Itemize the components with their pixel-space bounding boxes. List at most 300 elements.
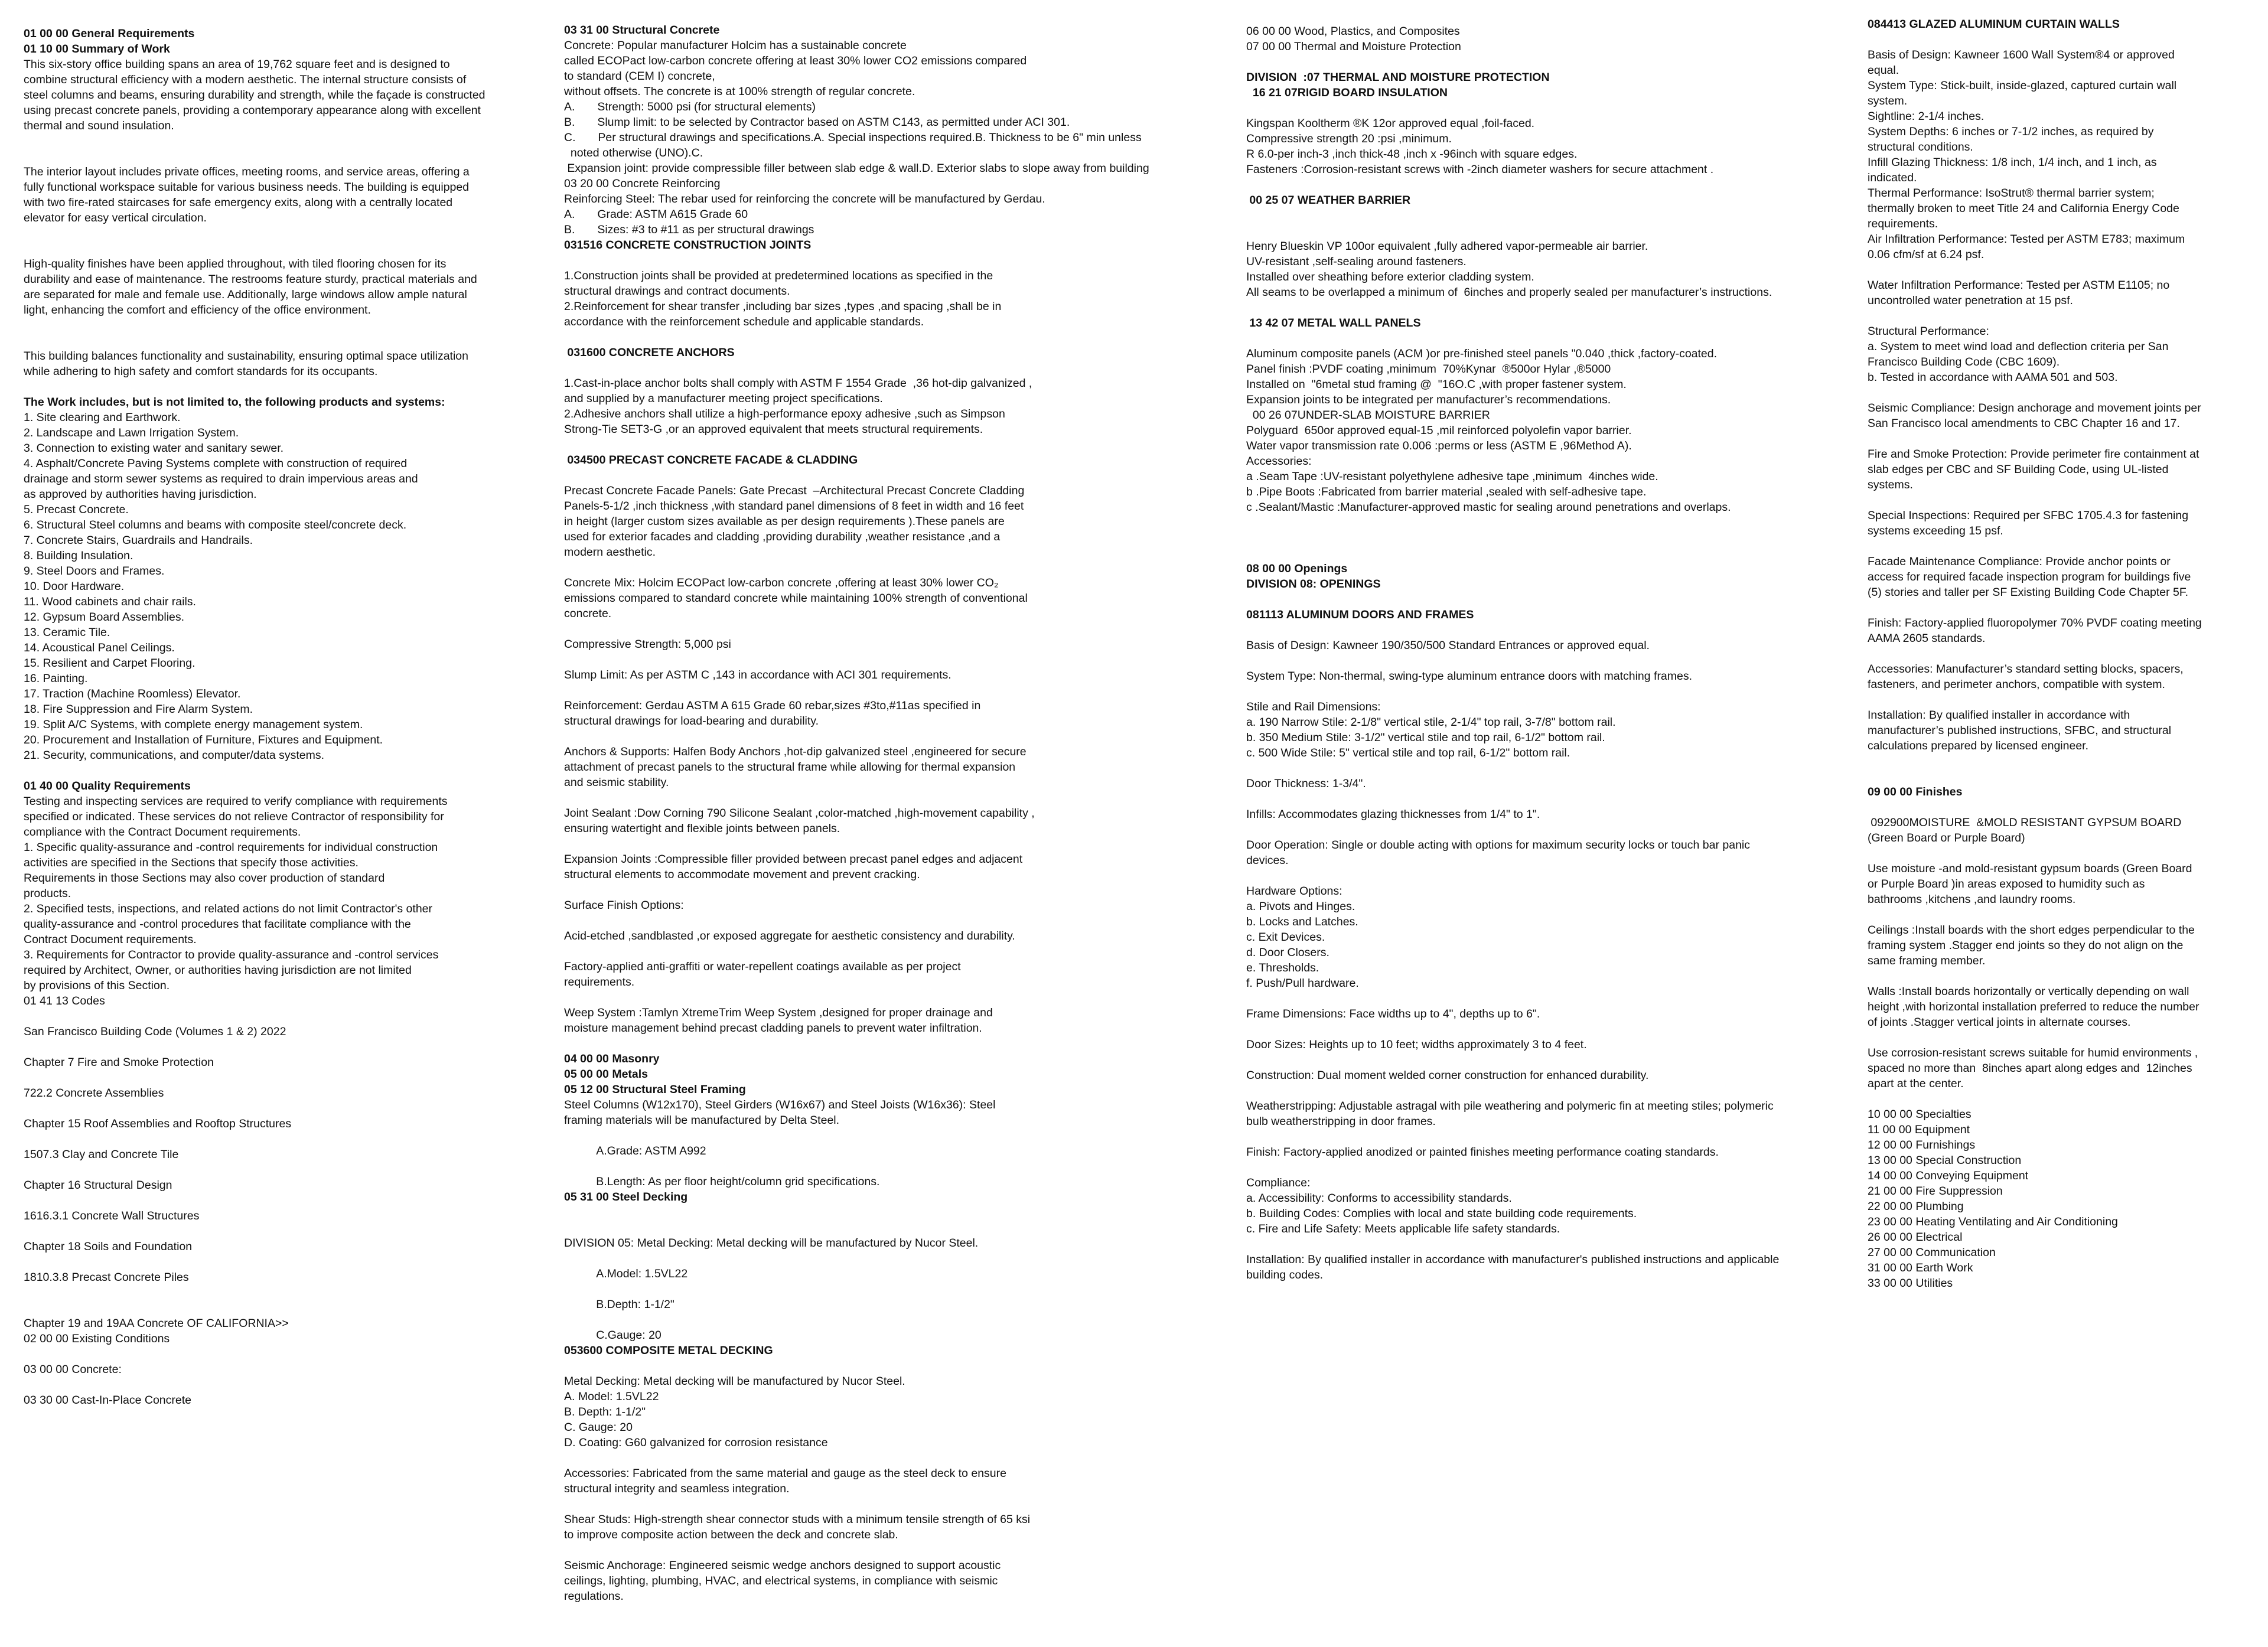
text-line: System Type: Non-thermal, swing-type aluminum entrance doors with matching frames. [1246, 670, 1693, 683]
text-line: DIVISION 05: Metal Decking: Metal decking will be manufactured by Nucor Steel. [564, 1237, 979, 1250]
text-line [1868, 493, 2251, 508]
text-line [24, 1224, 555, 1239]
text-line [564, 468, 1243, 483]
text-line: Steel Columns (W12x170), Steel Girders (W16x67) and Steel Joists (W16x36): Steel [564, 1098, 996, 1111]
text-line [564, 1036, 1243, 1051]
text-line [1246, 592, 1866, 607]
text-line: 7. Concrete Stairs, Guardrails and Handrails. [24, 534, 253, 547]
text-line: attachment of precast panels to the structural frame while allowing for thermal expansion [564, 761, 1016, 774]
text-line: c. Fire and Life Safety: Meets applicable life safety standards. [1246, 1222, 1560, 1235]
text-line [564, 683, 1243, 698]
text-line: required by Architect, Owner, or authorities having jurisdiction are not limited [24, 964, 412, 977]
text-line: apart at the center. [1868, 1077, 1964, 1090]
text-line: with two fire-rated staircases for safe emergency exits, along with a centrally located [24, 196, 453, 209]
section-heading: 05 12 00 Structural Steel Framing [564, 1083, 746, 1096]
text-line [564, 1542, 1243, 1558]
text-line: light, enhancing the comfort and efficiency of the office environment. [24, 304, 371, 317]
text-line: 11. Wood cabinets and chair rails. [24, 595, 196, 608]
text-line: Fire and Smoke Protection: Provide perimeter fire containment at [1868, 448, 2199, 461]
text-line: D. Coating: G60 galvanized for corrosion resistance [564, 1436, 828, 1449]
text-line [24, 1193, 555, 1208]
text-line: bulb weatherstripping in door frames. [1246, 1115, 1436, 1128]
text-line [1868, 1030, 2251, 1045]
text-line [564, 1251, 1243, 1266]
section-heading: 01 40 00 Quality Requirements [24, 780, 191, 792]
text-line [564, 1312, 1243, 1328]
text-line: products. [24, 887, 71, 900]
text-line: AAMA 2605 standards. [1868, 632, 1986, 645]
text-line: regulations. [564, 1590, 624, 1603]
text-line: R 6.0-per inch-3 ,inch thick-48 ,inch x -96inch with square edges. [1246, 148, 1578, 161]
text-line: access for required facade inspection program for buildings five [1868, 570, 2191, 583]
text-line [564, 1205, 1243, 1220]
text-line: b .Pipe Boots :Fabricated from barrier material ,sealed with self-adhesive tape. [1246, 485, 1647, 498]
text-line [1868, 600, 2251, 615]
text-line: concrete. [564, 607, 612, 620]
text-line [24, 763, 555, 778]
text-line: Special Inspections: Required per SFBC 1705.4.3 for fastening [1868, 509, 2189, 522]
text-line: Construction: Dual moment welded corner construction for enhanced durability. [1246, 1069, 1649, 1082]
text-line: Finish: Factory-applied fluoropolymer 70% PVDF coating meeting [1868, 617, 2202, 630]
text-line: 1.Construction joints shall be provided at predetermined locations as specified in the [564, 269, 993, 282]
text-line: Testing and inspecting services are required to verify compliance with requirements [24, 795, 448, 808]
text-line [1246, 515, 1866, 530]
text-line: Panel finish :PVDF coating ,minimum 70%Kynar ®500or Hylar ,®5000 [1246, 363, 1611, 376]
text-line: requirements. [1868, 217, 1938, 230]
text-line: e. Thresholds. [1246, 961, 1319, 974]
section-heading: 031516 CONCRETE CONSTRUCTION JOINTS [564, 239, 812, 252]
text-line: structural drawings for load-bearing and durability. [564, 715, 819, 728]
text-line: specified or indicated. These services do not relieve Contractor of responsibility for [24, 810, 444, 823]
text-line: 11 00 00 Equipment [1868, 1123, 1970, 1136]
text-line: Thermal Performance: IsoStrut® thermal barrier system; [1868, 187, 2155, 200]
text-line: Chapter 16 Structural Design [24, 1179, 172, 1192]
text-line: c .Sealant/Mastic :Manufacturer-approved mastic for sealing around penetrations and overlaps. [1246, 501, 1731, 514]
text-line [24, 1070, 555, 1085]
text-line: equal. [1868, 64, 1899, 77]
text-line: UV-resistant ,self-sealing around fasteners. [1246, 255, 1467, 268]
text-line: 2.Adhesive anchors shall utilize a high-performance epoxy adhesive ,such as Simpson [564, 407, 1005, 420]
text-line: while adhering to high safety and comfort standards for its occupants. [24, 365, 378, 378]
text-line: a. Accessibility: Conforms to accessibility standards. [1246, 1192, 1512, 1205]
text-line [564, 437, 1243, 452]
text-line [1246, 546, 1866, 561]
spec-column-3 [1246, 24, 1866, 1647]
text-line [1868, 539, 2251, 554]
text-line: 13 00 00 Special Construction [1868, 1154, 2022, 1167]
section-heading: 03 31 00 Structural Concrete [564, 24, 720, 37]
text-line [1246, 868, 1866, 883]
text-line: Stile and Rail Dimensions: [1246, 700, 1381, 713]
text-line: Fasteners :Corrosion-resistant screws with -2inch diameter washers for secure attachment . [1246, 163, 1714, 176]
text-line: 03 30 00 Cast-In-Place Concrete [24, 1394, 191, 1407]
text-line: fasteners, and perimeter anchors, compatible with system. [1868, 678, 2165, 691]
text-line: elevator for easy vertical circulation. [24, 211, 207, 224]
text-line: C.Gauge: 20 [564, 1329, 662, 1342]
text-line: The interior layout includes private offices, meeting rooms, and service areas, offering a [24, 165, 470, 178]
text-line: 12. Gypsum Board Assemblies. [24, 611, 185, 624]
text-line [564, 913, 1243, 928]
text-line: quality-assurance and -control procedures that facilitate compliance with the [24, 918, 411, 931]
text-line: and supplied by a manufacturer meeting project specifications. [564, 392, 883, 405]
text-line: A. Grade: ASTM A615 Grade 60 [564, 208, 748, 221]
section-heading: 034500 PRECAST CONCRETE FACADE & CLADDING [564, 454, 858, 467]
text-line [1246, 622, 1866, 638]
text-line: fully functional workspace suitable for various business needs. The building is equipped [24, 181, 470, 194]
text-line: System Type: Stick-built, inside-glazed, captured curtain wall [1868, 79, 2177, 92]
text-line: Shear Studs: High-strength shear connector studs with a minimum tensile strength of 65 ksi [564, 1513, 1031, 1526]
text-line [24, 1039, 555, 1055]
section-heading: 053600 COMPOSITE METAL DECKING [564, 1344, 773, 1357]
text-line: Door Thickness: 1-3/4". [1246, 777, 1366, 790]
text-line: noted otherwise (UNO).C. [564, 146, 703, 159]
text-line: Sightline: 2-1/4 inches. [1868, 110, 1984, 123]
text-line: building codes. [1246, 1268, 1324, 1281]
text-line: 19. Split A/C Systems, with complete energy management system. [24, 718, 363, 731]
text-line: Henry Blueskin VP 100or equivalent ,fully adhered vapor-permeable air barrier. [1246, 240, 1648, 253]
text-line: Seismic Compliance: Design anchorage and movement joints per [1868, 402, 2201, 415]
text-line: Hardware Options: [1246, 885, 1342, 898]
text-line: a. 190 Narrow Stile: 2-1/8" vertical stile, 2-1/4" top rail, 3-7/8" bottom rail. [1246, 716, 1616, 729]
section-heading: DIVISION 08: OPENINGS [1246, 578, 1381, 591]
text-line: d. Door Closers. [1246, 946, 1329, 959]
text-line: 12 00 00 Furnishings [1868, 1139, 1976, 1152]
text-line: 23 00 00 Heating Ventilating and Air Conditioning [1868, 1215, 2118, 1228]
section-heading: 05 31 00 Steel Decking [564, 1191, 688, 1204]
text-line: 21. Security, communications, and computer/data systems. [24, 749, 325, 762]
text-line: 03 00 00 Concrete: [24, 1363, 122, 1376]
text-line: 26 00 00 Electrical [1868, 1231, 1963, 1244]
text-line: Compressive Strength: 5,000 psi [564, 638, 731, 651]
text-line [1868, 968, 2251, 984]
text-line [1246, 761, 1866, 776]
text-line: 1. Specific quality-assurance and -control requirements for individual construction [24, 841, 438, 854]
text-line [1868, 308, 2251, 324]
text-line: Finish: Factory-applied anodized or painted finishes meeting performance coating standards. [1246, 1146, 1719, 1159]
text-line: Water vapor transmission rate 0.006 :perms or less (ASTM E ,96Method A). [1246, 439, 1632, 452]
text-line [564, 360, 1243, 376]
text-line: Chapter 18 Soils and Foundation [24, 1240, 193, 1253]
text-line: 092900MOISTURE &MOLD RESISTANT GYPSUM BOARD [1868, 816, 2182, 829]
text-line: of joints .Stagger vertical joints in alternate courses. [1868, 1016, 2131, 1029]
text-line [1868, 646, 2251, 661]
text-line [1246, 300, 1866, 315]
text-line: Infill Glazing Thickness: 1/8 inch, 1/4 inch, and 1 inch, as [1868, 156, 2157, 169]
text-line: High-quality finishes have been applied throughout, with tiled flooring chosen for its [24, 257, 447, 270]
text-line [1246, 1160, 1866, 1175]
text-line: Joint Sealant :Dow Corning 790 Silicone Sealant ,color-matched ,high-movement capability , [564, 807, 1035, 820]
text-line [1246, 223, 1866, 239]
spec-column-4 [1868, 17, 2251, 1647]
text-line: thermally broken to meet Title 24 and California Energy Code [1868, 202, 2179, 215]
text-line: 2.Reinforcement for shear transfer ,including bar sizes ,types ,and spacing ,shall be in [564, 300, 1002, 313]
text-line: Accessories: [1246, 455, 1312, 468]
text-line: Surface Finish Options: [564, 899, 684, 912]
text-line: Aluminum composite panels (ACM )or pre-finished steel panels "0.040 ,thick ,factory-coated. [1246, 347, 1718, 360]
text-line [1246, 1083, 1866, 1098]
text-line [1246, 208, 1866, 223]
text-line: b. Locks and Latches. [1246, 915, 1358, 928]
text-line: C. Gauge: 20 [564, 1421, 633, 1434]
text-line: systems exceeding 15 psf. [1868, 524, 2003, 537]
text-line: A.Grade: ASTM A992 [564, 1144, 706, 1157]
text-line: Expansion joints to be integrated per manufacturer’s recommendations. [1246, 393, 1611, 406]
text-line: 1810.3.8 Precast Concrete Piles [24, 1271, 189, 1284]
text-line: 10. Door Hardware. [24, 580, 125, 593]
text-line: indicated. [1868, 171, 1917, 184]
text-line [24, 1300, 555, 1316]
section-heading: 031600 CONCRETE ANCHORS [564, 346, 735, 359]
text-line: Facade Maintenance Compliance: Provide anchor points or [1868, 555, 2171, 568]
text-line: Chapter 15 Roof Assemblies and Rooftop Structures [24, 1117, 292, 1130]
text-line: structural integrity and seamless integration. [564, 1482, 790, 1495]
text-line: b. 350 Medium Stile: 3-1/2" vertical stile and top rail, 6-1/2" bottom rail. [1246, 731, 1605, 744]
text-line: Concrete: Popular manufacturer Holcim has a sustainable concrete [564, 39, 907, 52]
text-line: Kingspan Kooltherm ®K 12or approved equal ,foil-faced. [1246, 117, 1535, 130]
text-line [24, 1101, 555, 1116]
text-line: compliance with the Contract Document requirements. [24, 826, 301, 839]
text-line: Requirements in those Sections may also cover production of standard [24, 872, 385, 885]
text-line [1246, 1022, 1866, 1037]
text-line: Strong-Tie SET3-G ,or an approved equivalent that meets structural requirements. [564, 423, 983, 436]
section-heading: 16 21 07RIGID BOARD INSULATION [1246, 86, 1448, 99]
text-line: B. Sizes: #3 to #11 as per structural drawings [564, 223, 814, 236]
text-line [564, 990, 1243, 1005]
text-line [564, 1128, 1243, 1143]
text-line: A. Model: 1.5VL22 [564, 1390, 659, 1403]
text-line [1246, 684, 1866, 699]
text-line [24, 241, 555, 256]
text-line [1868, 385, 2251, 400]
text-line: Basis of Design: Kawneer 190/350/500 Standard Entrances or approved equal. [1246, 639, 1650, 652]
text-line: framing system .Stagger end joints so they do not align on the [1868, 939, 2184, 952]
text-line: Slump Limit: As per ASTM C ,143 in accordance with ACI 301 requirements. [564, 668, 951, 681]
text-line: requirements. [564, 976, 635, 989]
text-line: Air Infiltration Performance: Tested per ASTM E783; maximum [1868, 233, 2185, 246]
text-line [1868, 846, 2251, 861]
text-line: Chapter 19 and 19AA Concrete OF CALIFORNIA>> [24, 1317, 289, 1330]
text-line [24, 226, 555, 241]
text-line [564, 1159, 1243, 1174]
text-line: B. Slump limit: to be selected by Contractor based on ASTM C143, as permitted under ACI 301. [564, 116, 1070, 129]
text-line: steel columns and beams, ensuring durability and strength, while the façade is constructed [24, 89, 485, 102]
text-line: thermal and sound insulation. [24, 119, 174, 132]
text-line: accordance with the reinforcement schedule and applicable standards. [564, 315, 924, 328]
text-line: Walls :Install boards horizontally or vertically depending on wall [1868, 985, 2189, 998]
text-line: Frame Dimensions: Face widths up to 4", depths up to 6". [1246, 1007, 1540, 1020]
text-line [1246, 653, 1866, 668]
text-line [24, 379, 555, 394]
text-line: 8. Building Insulation. [24, 549, 133, 562]
text-line [1868, 800, 2251, 815]
text-line: 722.2 Concrete Assemblies [24, 1087, 164, 1100]
text-line [24, 1346, 555, 1362]
text-line: This building balances functionality and sustainability, ensuring optimal space utilization [24, 350, 468, 363]
section-heading: 00 25 07 WEATHER BARRIER [1246, 194, 1411, 207]
text-line [564, 944, 1243, 959]
section-heading: 084413 GLAZED ALUMINUM CURTAIN WALLS [1868, 18, 2120, 31]
text-line [564, 253, 1243, 268]
text-line: B.Depth: 1-1/2" [564, 1298, 674, 1311]
text-line: 1507.3 Clay and Concrete Tile [24, 1148, 179, 1161]
text-line: devices. [1246, 854, 1289, 867]
text-line: Francisco Building Code (CBC 1609). [1868, 356, 2060, 368]
section-heading: 081113 ALUMINUM DOORS AND FRAMES [1246, 608, 1474, 621]
text-line: modern aesthetic. [564, 546, 656, 559]
section-heading: 08 00 00 Openings [1246, 562, 1348, 575]
text-line: combine structural efficiency with a modern aesthetic. The internal structure consists of [24, 73, 467, 86]
text-line: Accessories: Fabricated from the same material and gauge as the steel deck to ensure [564, 1467, 1006, 1480]
text-line: Seismic Anchorage: Engineered seismic wedge anchors designed to support acoustic [564, 1559, 1001, 1572]
text-line: using precast concrete panels, providing a contemporary appearance along with excellent [24, 104, 481, 117]
text-line: San Francisco local amendments to CBC Chapter 16 and 17. [1868, 417, 2180, 430]
text-line [1868, 692, 2251, 707]
text-line [24, 133, 555, 149]
text-line [24, 333, 555, 348]
text-line: 17. Traction (Machine Roomless) Elevator. [24, 687, 241, 700]
text-line [564, 1281, 1243, 1297]
text-line [1868, 754, 2251, 769]
text-line [1868, 907, 2251, 922]
text-line [564, 330, 1243, 345]
text-line [1246, 100, 1866, 116]
text-line: Compliance: [1246, 1176, 1311, 1189]
text-line: 14 00 00 Conveying Equipment [1868, 1169, 2029, 1182]
text-line: system. [1868, 94, 1908, 107]
text-line [24, 1377, 555, 1392]
text-line: spaced no more than 8inches apart along edges and 12inches [1868, 1062, 2192, 1075]
text-line: 3. Connection to existing water and sanitary sewer. [24, 442, 284, 455]
text-line [1246, 1237, 1866, 1252]
section-heading: 09 00 00 Finishes [1868, 785, 1963, 798]
text-line [564, 836, 1243, 852]
text-line: c. 500 Wide Stile: 5" vertical stile and top rail, 6-1/2" bottom rail. [1246, 746, 1570, 759]
text-line: Structural Performance: [1868, 325, 1989, 338]
section-heading: 04 00 00 Masonry [564, 1052, 660, 1065]
section-heading: DIVISION :07 THERMAL AND MOISTURE PROTECTION [1246, 71, 1550, 84]
text-line: All seams to be overlapped a minimum of 6inches and properly sealed per manufacturer’s instructions. [1246, 286, 1772, 299]
text-line: (5) stories and taller per SF Existing Building Code Chapter 5F. [1868, 586, 2189, 599]
text-line: used for exterior facades and cladding ,providing durability ,weather resistance ,and a [564, 530, 1001, 543]
text-line: Installation: By qualified installer in accordance with [1868, 709, 2130, 722]
text-line: B.Length: As per floor height/column grid specifications. [564, 1175, 880, 1188]
text-line [1246, 791, 1866, 807]
text-line: slab edges per CBC and SF Building Code, using UL-listed [1868, 463, 2169, 476]
text-line: called ECOPact low-carbon concrete offering at least 30% lower CO2 emissions compared [564, 54, 1027, 67]
text-line [1246, 530, 1866, 546]
text-line [1868, 1091, 2251, 1107]
text-line: 02 00 00 Existing Conditions [24, 1332, 170, 1345]
text-line: 10 00 00 Specialties [1868, 1108, 1972, 1121]
text-line [1246, 177, 1866, 193]
text-line [564, 1220, 1243, 1235]
text-line [1868, 32, 2251, 47]
text-line: f. Push/Pull hardware. [1246, 977, 1359, 990]
text-line: c. Exit Devices. [1246, 931, 1325, 944]
text-line: 03 20 00 Concrete Reinforcing [564, 177, 721, 190]
section-heading: The Work includes, but is not limited to, the following products and systems: [24, 396, 445, 409]
text-line: Door Sizes: Heights up to 10 feet; widths approximately 3 to 4 feet. [1246, 1038, 1587, 1051]
text-line: a. System to meet wind load and deflection criteria per San [1868, 340, 2169, 353]
text-line: same framing member. [1868, 954, 1986, 967]
text-line: Installed on "6metal stud framing @ "16O.C ,with proper fastener system. [1246, 378, 1627, 391]
text-line: moisture management behind precast cladding panels to prevent water infiltration. [564, 1022, 982, 1035]
text-line: Installation: By qualified installer in accordance with manufacturer's published instructions and applicable [1246, 1253, 1780, 1266]
text-line [24, 149, 555, 164]
text-line: (Green Board or Purple Board) [1868, 831, 2025, 844]
text-line: Metal Decking: Metal decking will be manufactured by Nucor Steel. [564, 1375, 905, 1388]
text-line [1868, 262, 2251, 278]
text-line: Anchors & Supports: Halfen Body Anchors ,hot-dip galvanized steel ,engineered for secure [564, 745, 1027, 758]
section-heading: 05 00 00 Metals [564, 1068, 649, 1081]
text-line: framing materials will be manufactured by Delta Steel. [564, 1114, 840, 1127]
text-line: activities are specified in the Sections that specify those activities. [24, 856, 359, 869]
text-line: without offsets. The concrete is at 100% strength of regular concrete. [564, 85, 915, 98]
text-line [1246, 822, 1866, 837]
text-line [1246, 991, 1866, 1006]
text-line: are separated for male and female use. Additionally, large windows allow ample natural [24, 288, 467, 301]
text-line [564, 790, 1243, 805]
text-line: Weatherstripping: Adjustable astragal with pile weathering and polymeric fin at meeting stiles; polymeric [1246, 1100, 1774, 1113]
text-line: 1. Site clearing and Earthwork. [24, 411, 181, 424]
text-line [564, 1496, 1243, 1512]
text-line: 33 00 00 Utilities [1868, 1277, 1953, 1290]
text-line: in height (larger custom sizes available as per design requirements ).These panels are [564, 515, 1005, 528]
text-line: ensuring watertight and flexible joints between panels. [564, 822, 840, 835]
text-line: Factory-applied anti-graffiti or water-repellent coatings available as per project [564, 960, 961, 973]
text-line: Reinforcement: Gerdau ASTM A 615 Grade 60 rebar,sizes #3to,#11as specified in [564, 699, 981, 712]
text-line: a .Seam Tape :UV-resistant polyethylene adhesive tape ,minimum 4inches wide. [1246, 470, 1658, 483]
text-line: or Purple Board )in areas exposed to humidity such as [1868, 878, 2145, 891]
text-line: structural elements to accommodate movement and prevent cracking. [564, 868, 920, 881]
text-line: uncontrolled water penetration at 15 psf. [1868, 294, 2073, 307]
text-line [24, 1254, 555, 1270]
text-line [24, 318, 555, 333]
text-line: System Depths: 6 inches or 7-1/2 inches, as required by [1868, 125, 2154, 138]
text-line: Concrete Mix: Holcim ECOPact low-carbon concrete ,offering at least 30% lower CO₂ [564, 576, 999, 589]
text-line: 22 00 00 Plumbing [1868, 1200, 1964, 1213]
text-line [564, 560, 1243, 575]
text-line: 07 00 00 Thermal and Moisture Protection [1246, 40, 1461, 53]
text-line: drainage and storm sewer systems as required to drain impervious areas and [24, 472, 418, 485]
text-line: structural drawings and contract documents. [564, 285, 790, 298]
text-line: Chapter 7 Fire and Smoke Protection [24, 1056, 214, 1069]
text-line: 2. Specified tests, inspections, and related actions do not limit Contractor's other [24, 902, 433, 915]
text-line: 5. Precast Concrete. [24, 503, 129, 516]
text-line: Weep System :Tamlyn XtremeTrim Weep System ,designed for proper drainage and [564, 1006, 993, 1019]
text-line: 20. Procurement and Installation of Furniture, Fixtures and Equipment. [24, 733, 383, 746]
section-heading: 01 00 00 General Requirements [24, 27, 195, 40]
text-line: Compressive strength 20 :psi ,minimum. [1246, 132, 1452, 145]
text-line: C. Per structural drawings and specifications.A. Special inspections required.B. Thickness to be 6" min unless [564, 131, 1142, 144]
text-line [1246, 331, 1866, 346]
spec-column-2 [564, 22, 1243, 1647]
text-line [564, 652, 1243, 667]
text-line: a. Pivots and Hinges. [1246, 900, 1355, 913]
text-line [564, 621, 1243, 637]
text-line: 27 00 00 Communication [1868, 1246, 1996, 1259]
text-line: 21 00 00 Fire Suppression [1868, 1185, 2003, 1198]
text-line: Infills: Accommodates glazing thicknesses from 1/4" to 1". [1246, 808, 1540, 821]
text-line [1246, 1052, 1866, 1068]
text-line: b. Tested in accordance with AAMA 501 and 503. [1868, 371, 2118, 384]
text-line: to standard (CEM I) concrete, [564, 70, 715, 83]
text-line: and seismic stability. [564, 776, 669, 789]
text-line [1246, 1129, 1866, 1144]
spec-column-1 [24, 26, 555, 1647]
text-line: 6. Structural Steel columns and beams with composite steel/concrete deck. [24, 518, 407, 531]
text-line: 01 41 13 Codes [24, 994, 105, 1007]
